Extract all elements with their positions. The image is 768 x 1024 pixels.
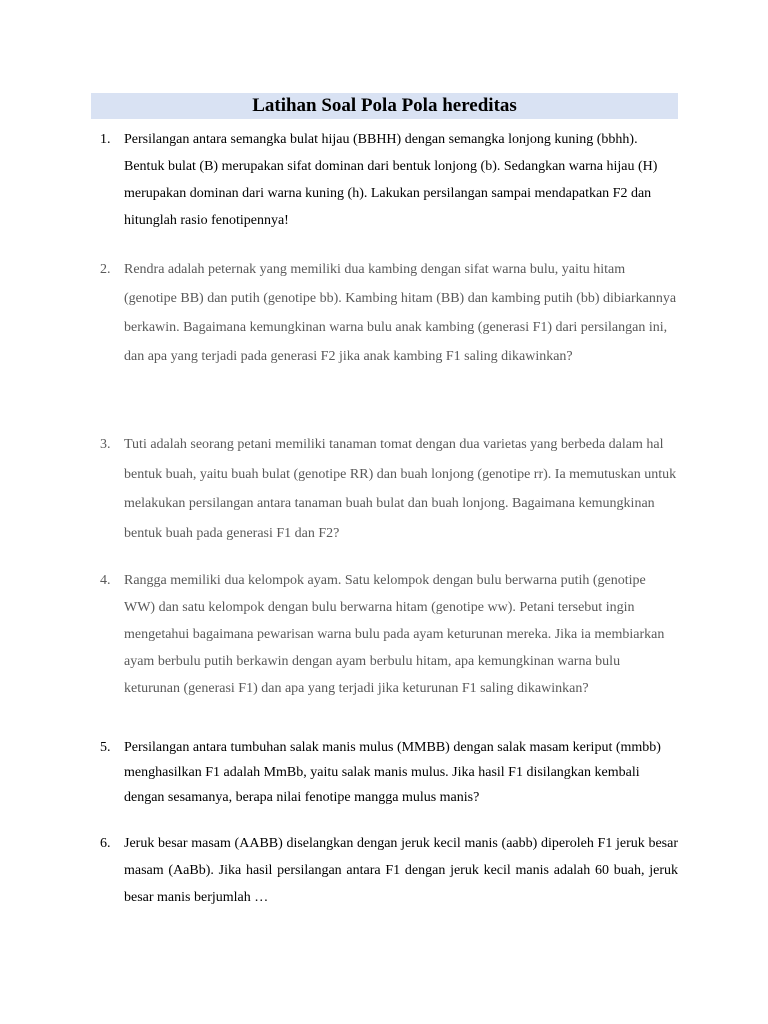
question-item-1	[100, 126, 678, 234]
question-item-5	[100, 735, 678, 810]
title-banner	[91, 93, 678, 119]
question-item-4	[100, 567, 678, 702]
question-number: 2.	[100, 262, 111, 277]
page-title: Latihan Soal Pola Pola hereditas	[252, 95, 517, 116]
question-number: 3.	[100, 437, 111, 452]
question-item-2	[100, 255, 678, 371]
question-item-3	[100, 430, 678, 548]
question-text: Persilangan antara semangka bulat hijau (BBHH) dengan semangka lonjong kuning (bbhh). Bentuk bulat (B) merupakan sifat dominan dari bentuk lonjong (b). Sedangkan warna hijau (H) merupakan dominan dari warna kuning (h). Lakukan persilangan sampai mendapatkan F2 dan hitunglah rasio fenotipennya!	[124, 132, 658, 228]
question-number: 5.	[100, 740, 111, 755]
question-text: Persilangan antara tumbuhan salak manis mulus (MMBB) dengan salak masam keriput (mmbb) menghasilkan F1 adalah MmBb, yaitu salak manis mulus. Jika hasil F1 disilangkan kembali dengan sesamanya, berapa nilai fenotipe mangga mulus manis?	[124, 740, 661, 805]
question-number: 6.	[100, 836, 111, 851]
question-number: 4.	[100, 573, 111, 588]
question-text: Jeruk besar masam (AABB) diselangkan dengan jeruk kecil manis (aabb) diperoleh F1 jeruk besar masam (AaBb). Jika hasil persilangan antara F1 dengan jeruk kecil manis adalah 60 buah, jeruk besar manis berjumlah …	[124, 836, 678, 905]
question-text: Rendra adalah peternak yang memiliki dua kambing dengan sifat warna bulu, yaitu hitam (genotipe BB) dan putih (genotipe bb). Kambing hitam (BB) dan kambing putih (bb) dibiarkannya berkawin. Bagaimana kemungkinan warna bulu anak kambing (generasi F1) dari persilangan ini, dan apa yang terjadi pada generasi F2 jika anak kambing F1 saling dikawinkan?	[124, 262, 677, 364]
question-item-6	[100, 830, 678, 911]
question-text: Tuti adalah seorang petani memiliki tanaman tomat dengan dua varietas yang berbeda dalam hal bentuk buah, yaitu buah bulat (genotipe RR) dan buah lonjong (genotipe rr). Ia memutuskan untuk melakukan persilangan antara tanaman buah bulat dan buah lonjong. Bagaimana kemungkinan bentuk buah pada generasi F1 dan F2?	[124, 437, 677, 541]
question-number: 1.	[100, 132, 111, 147]
question-text: Rangga memiliki dua kelompok ayam. Satu kelompok dengan bulu berwarna putih (genotipe WW) dan satu kelompok dengan bulu berwarna hitam (genotipe ww). Petani tersebut ingin mengetahui bagaimana pewarisan warna bulu pada ayam keturunan mereka. Jika ia membiarkan ayam berbulu putih berkawin dengan ayam berbulu hitam, apa kemungkinan warna bulu keturunan (generasi F1) dan apa yang terjadi jika keturunan F1 saling dikawinkan?	[124, 573, 665, 696]
